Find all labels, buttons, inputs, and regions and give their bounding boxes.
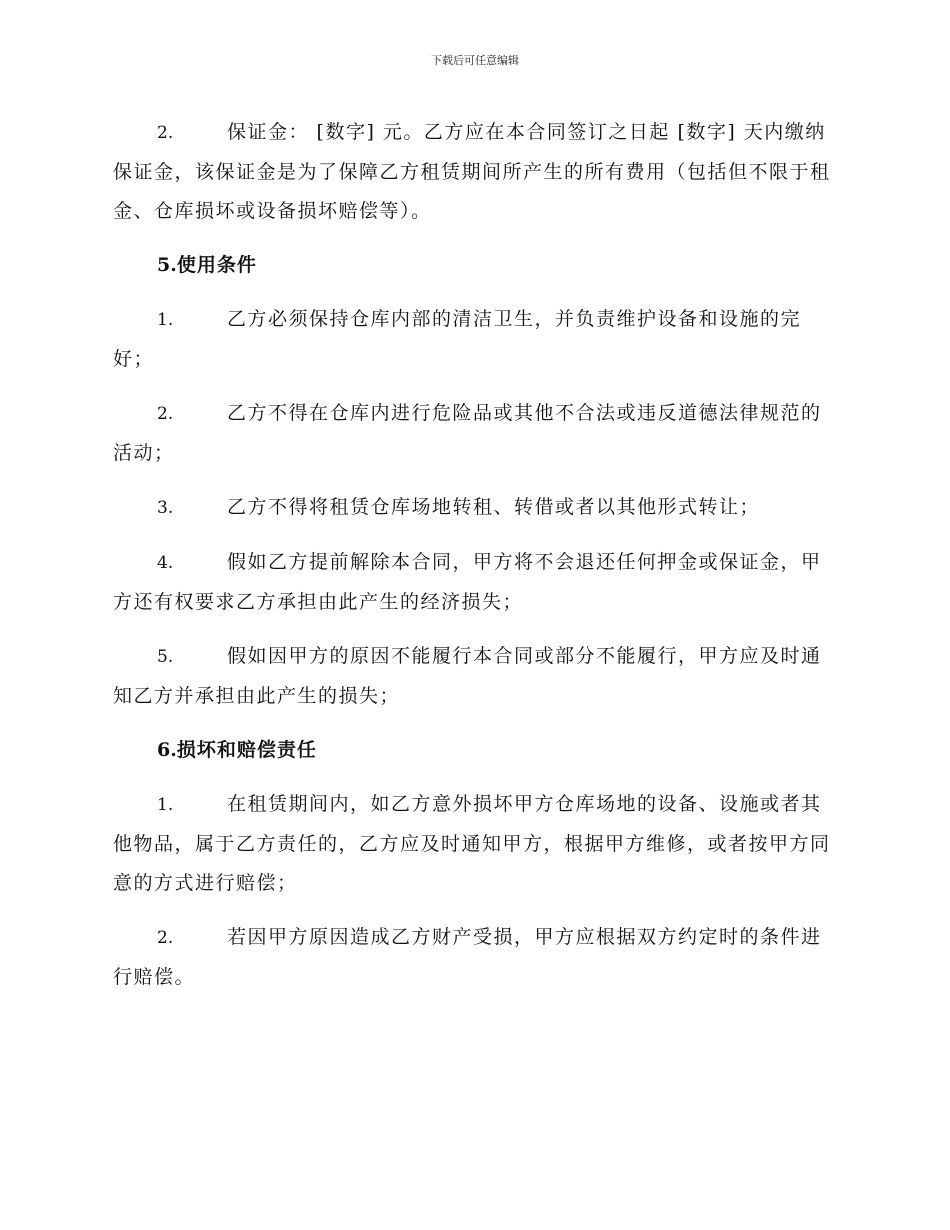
section-heading-damage-liability (113, 731, 833, 770)
clause-number: 5. (157, 647, 174, 667)
clause-text: 假如乙方提前解除本合同，甲方将不会退还任何押金或保证金，甲方还有权要求乙方承担由此产生的经济损失； (113, 551, 822, 613)
document-body (113, 113, 833, 1012)
clause-text: 假如因甲方的原因不能履行本合同或部分不能履行，甲方应及时通知乙方并承担由此产生的损失； (113, 645, 822, 707)
clause-early-termination (113, 543, 833, 622)
clause-lessor-failure (113, 637, 833, 716)
clause-cleanliness (113, 300, 833, 379)
clause-lessor-damage (113, 918, 833, 997)
clause-lessee-damage (113, 785, 833, 903)
clause-number: 3. (157, 498, 174, 518)
clause-text: 若因甲方原因造成乙方财产受损，甲方应根据双方约定时的条件进行赔偿。 (113, 926, 822, 988)
clause-text: 保证金： [数字] 元。乙方应在本合同签订之日起 [数字] 天内缴纳保证金，该保证金是为了保障乙方租赁期间所产生的所有费用（包括但不限于租金、仓库损坏或设备损坏赔偿等）。 (113, 121, 831, 222)
section-heading-usage-conditions (113, 246, 833, 285)
clause-text: 乙方不得在仓库内进行危险品或其他不合法或违反道德法律规范的活动； (113, 402, 822, 464)
section-number: 5. (157, 254, 177, 276)
clause-text: 乙方必须保持仓库内部的清洁卫生，并负责维护设备和设施的完好； (113, 308, 802, 370)
clause-deposit (113, 113, 833, 231)
clause-prohibited-activities (113, 394, 833, 473)
section-title: 使用条件 (176, 254, 257, 276)
clause-text: 乙方不得将租赁仓库场地转租、转借或者以其他形式转让； (227, 496, 761, 518)
clause-number: 2. (157, 123, 174, 143)
clause-no-sublease (113, 488, 833, 528)
page-header: 下载后可任意编辑 (431, 54, 519, 67)
clause-number: 1. (157, 795, 174, 815)
clause-number: 2. (157, 928, 174, 948)
clause-number: 2. (157, 404, 174, 424)
section-number: 6. (157, 739, 177, 761)
clause-text: 在租赁期间内，如乙方意外损坏甲方仓库场地的设备、设施或者其他物品，属于乙方责任的，乙方应及时通知甲方，根据甲方维修，或者按甲方同意的方式进行赔偿； (113, 793, 831, 894)
clause-number: 4. (157, 553, 174, 573)
clause-number: 1. (157, 310, 174, 330)
section-title: 损坏和赔偿责任 (176, 739, 317, 761)
